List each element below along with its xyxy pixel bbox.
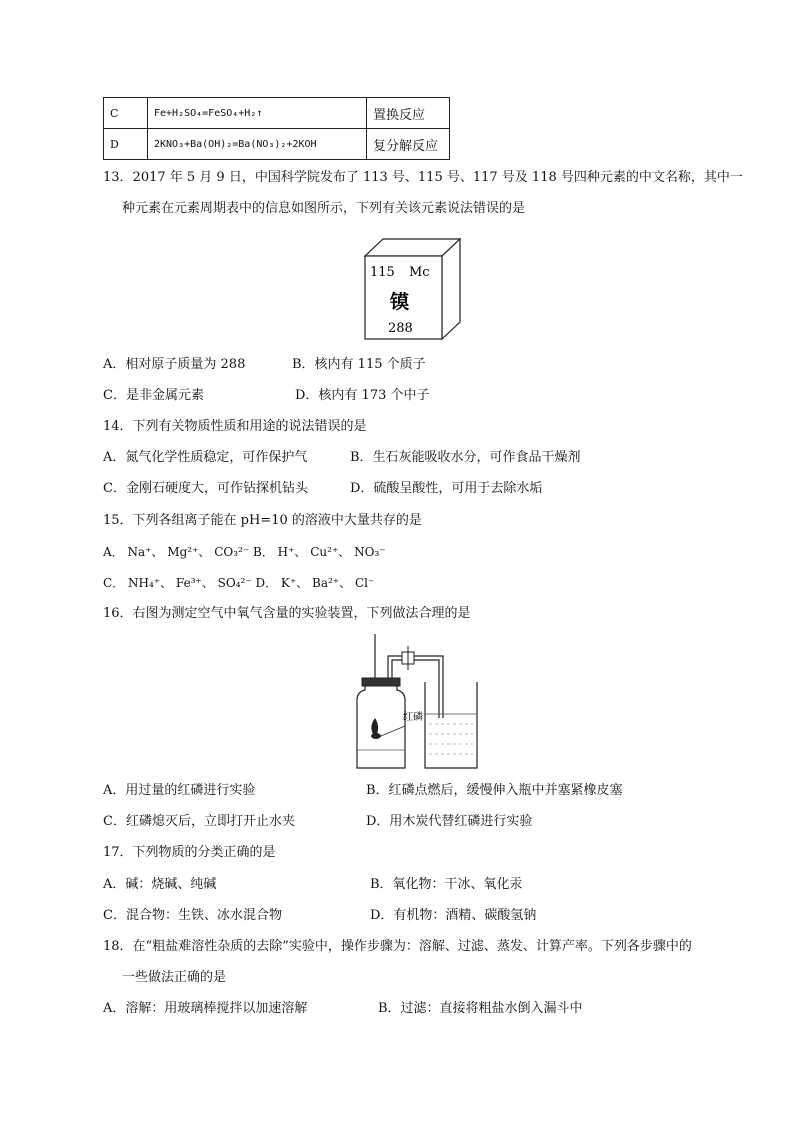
row-equation: 2KNO₃+Ba(OH)₂=Ba(NO₃)₂+2KOH (148, 129, 367, 160)
table-row (104, 98, 450, 129)
q14-stem: 14．下列有关物质性质和用途的说法错误的是 (103, 419, 367, 434)
q17-option-b: B．氧化物：干冰、氧化汞 (370, 877, 523, 892)
q17-option-c: C．混合物：生铁、冰水混合物 (103, 908, 282, 923)
q13-stem-line2: 种元素在元素周期表中的信息如图所示，下列有关该元素说法错误的是 (122, 201, 526, 216)
red-phosphorus-label: 红磷 (403, 712, 423, 723)
q16-option-a: A．用过量的红磷进行实验 (103, 783, 256, 798)
row-label: C (104, 98, 148, 129)
q14-option-d: D．硫酸呈酸性，可用于去除水垢 (350, 481, 543, 496)
q15-options-cd: C． NH₄⁺、 Fe³⁺、 SO₄²⁻ D． K⁺、 Ba²⁺、 Cl⁻ (103, 576, 375, 590)
q14-option-a: A．氮气化学性质稳定，可作保护气 (103, 450, 308, 465)
q15-options-ab: A． Na⁺、 Mg²⁺、 CO₃²⁻ B． H⁺、 Cu²⁺、 NO₃⁻ (103, 545, 386, 559)
q18-option-b: B．过滤：直接将粗盐水倒入漏斗中 (378, 1001, 583, 1016)
q15-stem: 15．下列各组离子能在 pH=10 的溶液中大量共存的是 (103, 513, 422, 528)
table-row (104, 129, 450, 160)
element-number: 115 (370, 265, 395, 280)
q18-stem-line1: 18．在“粗盐难溶性杂质的去除”实验中，操作步骤为：溶解、过滤、蒸发、计算产率。下列各步骤中的 (103, 939, 692, 954)
row-equation: Fe+H₂SO₄=FeSO₄+H₂↑ (148, 98, 367, 129)
row-type: 置换反应 (367, 98, 450, 129)
element-card-figure (362, 236, 464, 340)
q14-option-c: C．金刚石硬度大，可作钻探机钻头 (103, 481, 308, 496)
q13-option-d: D．核内有 173 个中子 (295, 388, 430, 403)
q17-stem: 17．下列物质的分类正确的是 (103, 845, 276, 860)
row-label: D (104, 129, 148, 160)
q17-option-d: D．有机物：酒精、碳酸氢钠 (370, 908, 537, 923)
element-mass: 288 (388, 321, 413, 336)
q16-option-b: B．红磷点燃后，缓慢伸入瓶中并塞紧橡皮塞 (366, 783, 623, 798)
q18-option-a: A．溶解：用玻璃棒搅拌以加速溶解 (103, 1001, 308, 1016)
row-type: 复分解反应 (367, 129, 450, 160)
element-name: 镆 (390, 291, 410, 313)
element-symbol: Mc (409, 265, 430, 280)
q13-option-b: B．核内有 115 个质子 (292, 357, 426, 372)
q16-option-c: C．红磷熄灭后，立即打开止水夹 (103, 814, 295, 829)
q17-option-a: A．碱：烧碱、纯碱 (103, 877, 217, 892)
reaction-table (103, 97, 450, 160)
q16-stem: 16．右图为测定空气中氧气含量的实验装置，下列做法合理的是 (103, 606, 471, 621)
q14-option-b: B．生石灰能吸收水分，可作食品干燥剂 (350, 450, 581, 465)
q16-option-d: D．用木炭代替红磷进行实验 (366, 814, 533, 829)
oxygen-apparatus-figure (345, 632, 480, 772)
q18-stem-line2: 一些做法正确的是 (122, 970, 227, 985)
q13-stem-line1: 13．2017 年 5 月 9 日，中国科学院发布了 113 号、115 号、117 号及 118 号四种元素的中文名称，其中一 (103, 170, 743, 185)
q13-option-c: C．是非金属元素 (103, 388, 204, 403)
q13-option-a: A．相对原子质量为 288 (103, 357, 246, 372)
